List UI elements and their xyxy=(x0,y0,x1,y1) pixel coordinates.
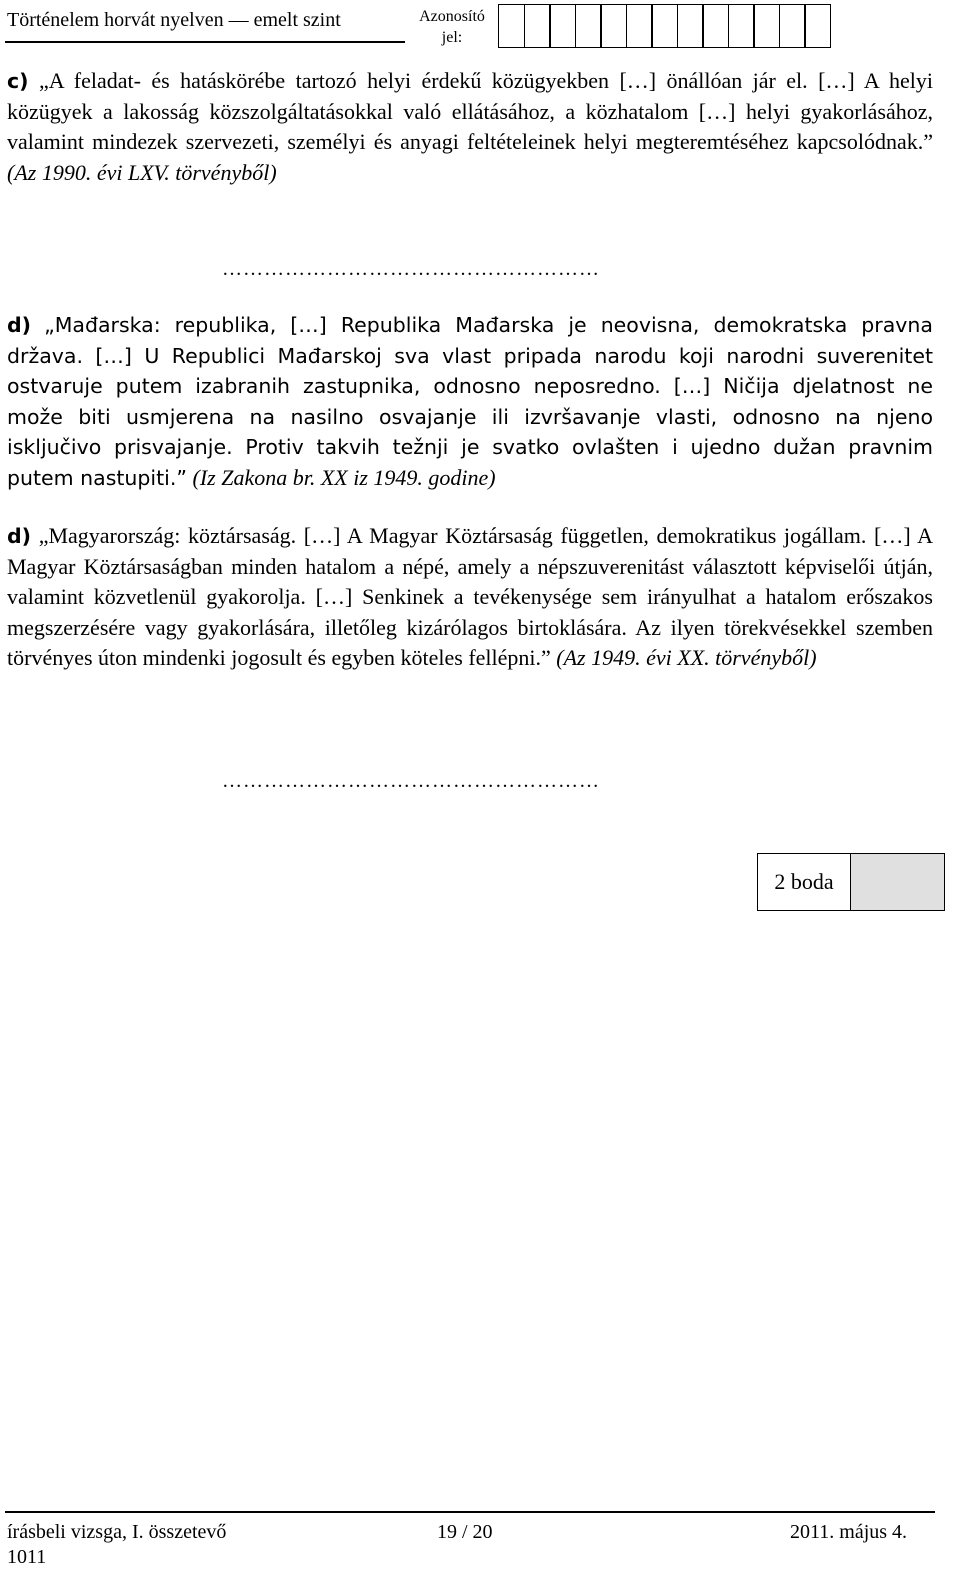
source-label-d-hr: d) xyxy=(7,313,32,337)
id-code-box[interactable] xyxy=(753,4,780,48)
id-code-box[interactable] xyxy=(677,4,704,48)
source-block-d-hr xyxy=(7,310,933,493)
source-citation-d-hu: (Az 1949. évi XX. törvényből) xyxy=(556,645,817,670)
id-code-box[interactable] xyxy=(804,4,831,48)
id-label xyxy=(411,6,493,48)
footer-page-number: 19 / 20 xyxy=(437,1521,493,1543)
id-code-box[interactable] xyxy=(702,4,729,48)
source-block-d-hu xyxy=(7,521,933,674)
id-code-box[interactable] xyxy=(728,4,755,48)
answer-line-1[interactable]: ……………………………………………… xyxy=(222,258,600,280)
id-code-box[interactable] xyxy=(575,4,602,48)
score-box xyxy=(757,853,945,911)
id-code-box[interactable] xyxy=(549,4,576,48)
score-label: 2 boda xyxy=(757,853,851,911)
id-label-line-1: Azonosító xyxy=(419,8,485,25)
footer-code: 1011 xyxy=(7,1546,47,1568)
score-entry-box[interactable] xyxy=(851,853,945,911)
footer-left xyxy=(7,1521,226,1569)
footer-date: 2011. május 4. xyxy=(790,1521,908,1543)
id-code-box[interactable] xyxy=(779,4,806,48)
id-code-box[interactable] xyxy=(498,4,525,48)
id-code-box[interactable] xyxy=(651,4,678,48)
id-code-box[interactable] xyxy=(626,4,653,48)
id-code-box[interactable] xyxy=(524,4,551,48)
source-citation-d-hr: (Iz Zakona br. XX iz 1949. godine) xyxy=(192,464,496,490)
header-rule xyxy=(5,41,405,43)
header-title: Történelem horvát nyelven — emelt szint xyxy=(7,9,341,31)
source-block-c xyxy=(7,66,933,188)
answer-line-2[interactable]: ……………………………………………… xyxy=(222,770,600,792)
id-code-boxes xyxy=(498,4,830,48)
source-citation-c: (Az 1990. évi LXV. törvényből) xyxy=(7,159,277,185)
page-header xyxy=(0,0,960,56)
source-quote-d-hu: „Magyarország: köztársaság. […] A Magyar Köztársaság független, demokratikus jogállam. […] A Magyar Köztársaságban minden hatalom a népé, amely a népszuverenitást választott képviselői útján, valamint közvetlenül gyakorolja. […] Senkinek a tevékenysége sem irányulhat a hatalom erőszakos megszerzésére vagy gyakorlására, illetőleg kizárólagos birtoklására. Az ilyen törekvésekkel szemben törvényes úton mindenki jogosult és egyben köteles fellépni.” xyxy=(7,523,934,670)
footer-exam-label: írásbeli vizsga, I. összetevő xyxy=(7,1521,227,1543)
footer-rule xyxy=(5,1511,935,1513)
source-quote-c: „A feladat- és hatáskörébe tartozó helyi érdekű közügyekben […] önállóan jár el. […] A helyi közügyek a lakosság közszolgáltatásokkal való ellátásához, a közhatalom […] helyi gyakorlásához, valamint mindezek szervezeti, személyi és anyagi feltételeinek helyi megteremtéséhez kapcsolódnak.” xyxy=(7,68,933,154)
source-label-d-hu: d) xyxy=(7,524,32,548)
id-code-box[interactable] xyxy=(600,4,627,48)
source-label-c: c) xyxy=(7,69,29,93)
source-quote-d-hr: „Mađarska: republika, […] Republika Mađarska je neovisna, demokratska pravna država. […] U Republici Mađarskoj sva vlast pripada narodu koji narodni suverenitet ostvaruje putem izabranih zastupnika, odnosno neposredno. […] Ničija djelatnost ne može biti usmjerena na nasilno osvajanje ili izvršavanje vlasti, odnosno na njeno isključivo prisvajanje. Protiv takvih težnji je svatko ovlašten i ujedno dužan pravnim putem nastupiti.” xyxy=(7,313,933,490)
id-label-line-2: jel: xyxy=(441,29,463,46)
